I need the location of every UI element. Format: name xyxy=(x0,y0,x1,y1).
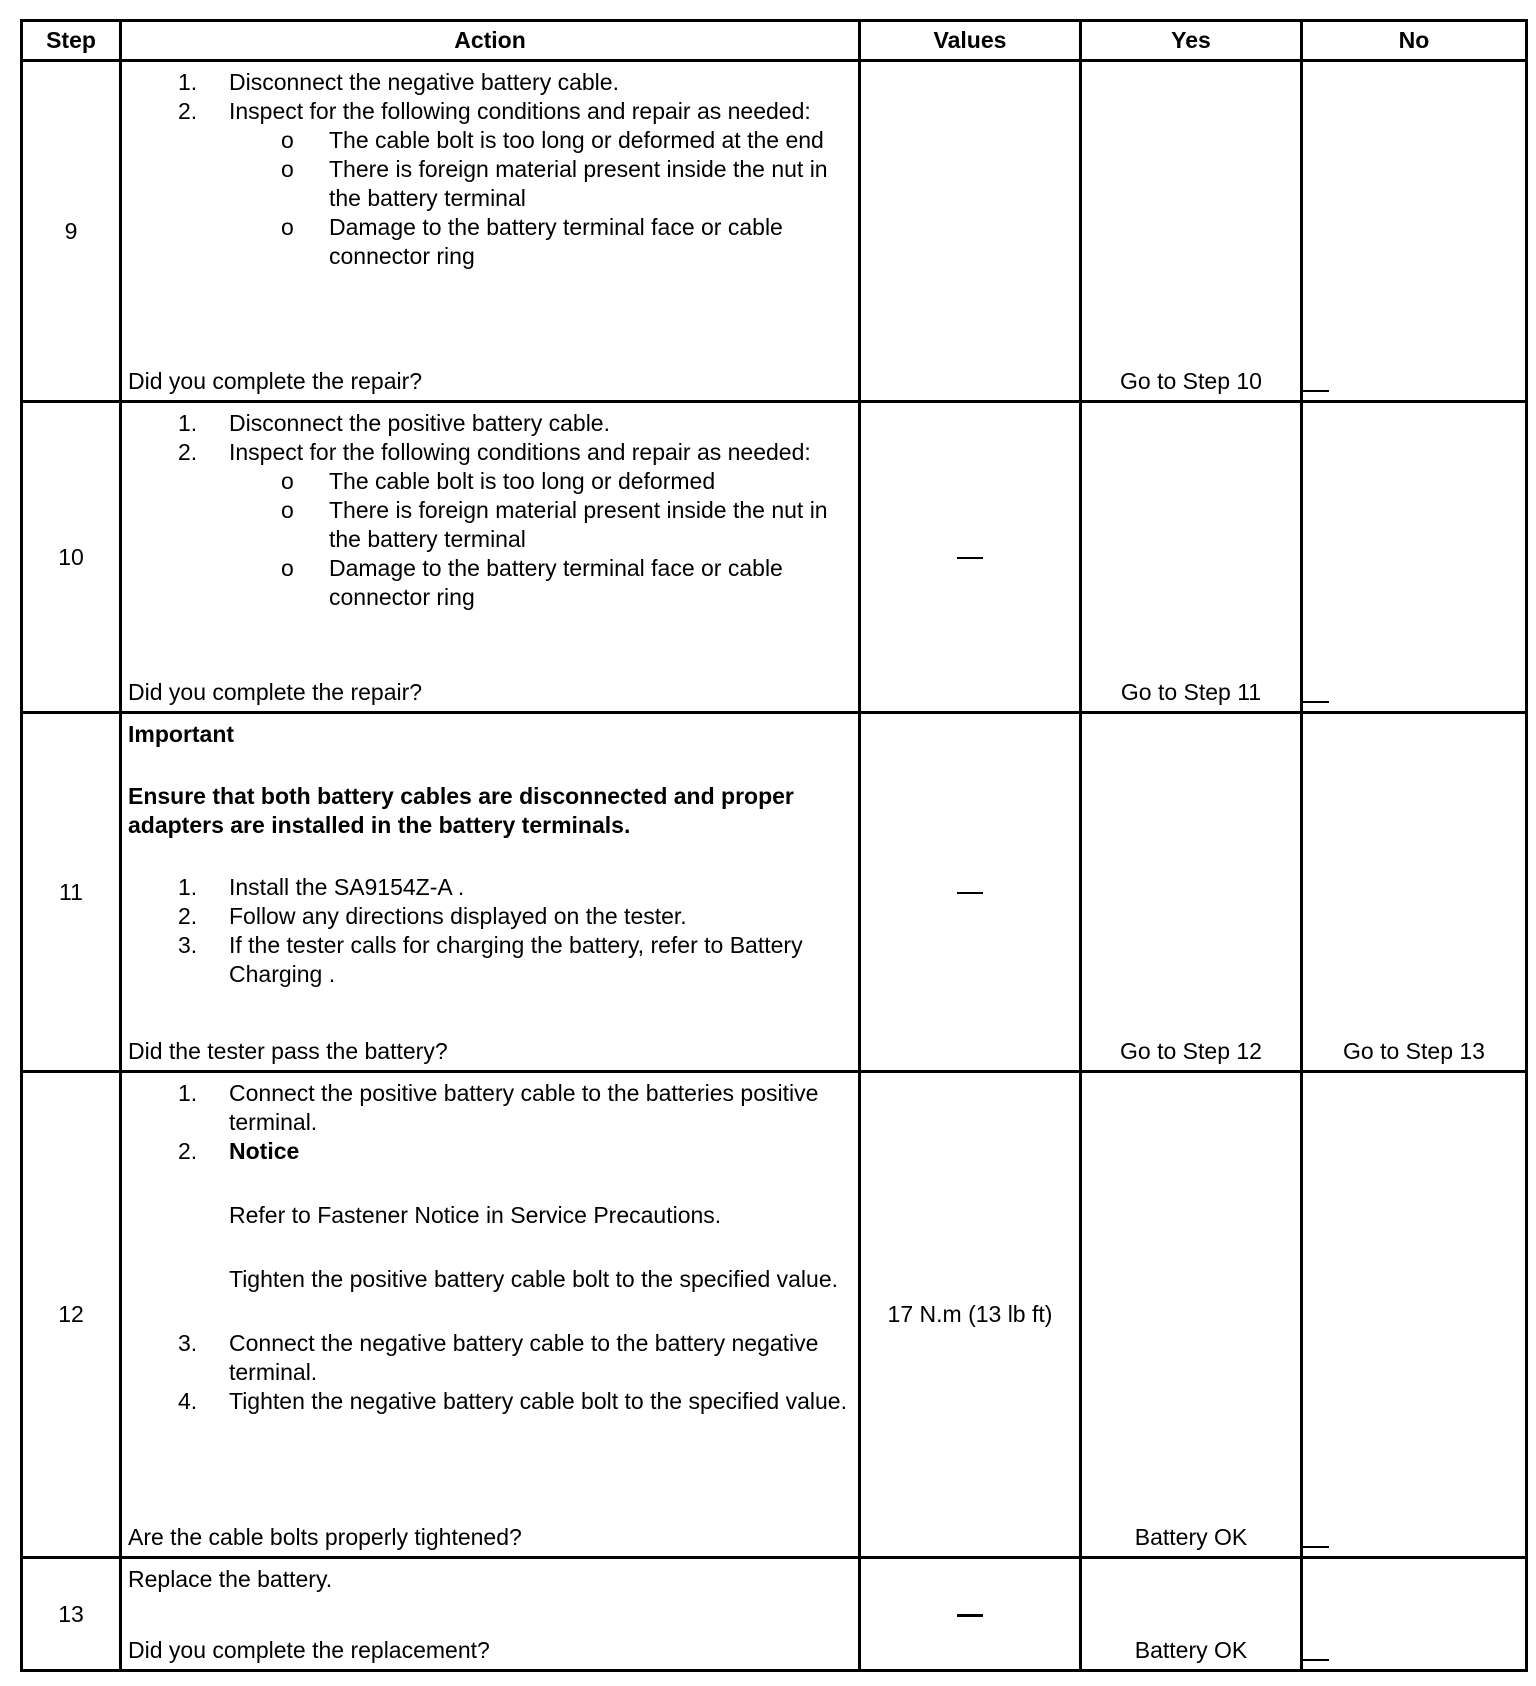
header-yes: Yes xyxy=(1081,21,1302,61)
list-item: 2. Inspect for the following conditions and repair as needed: o The cable bolt is too long or deformed at the end o There is foreign material present inside the nut in the battery terminal o Damage to the battery terminal face or cable connector ring xyxy=(128,97,852,271)
step-number: 12 xyxy=(22,1072,121,1558)
table-row-step-9 xyxy=(22,61,1527,402)
question: Did you complete the replacement? xyxy=(128,1637,490,1663)
step-number: 11 xyxy=(22,713,121,1072)
header-row xyxy=(22,21,1527,61)
bullet-icon: o xyxy=(281,214,294,240)
sub-list-item: o The cable bolt is too long or deformed xyxy=(281,468,716,494)
action-cell xyxy=(121,61,860,402)
list-item: 2. Inspect for the following conditions and repair as needed: o The cable bolt is too long or deformed o There is foreign material present inside the nut in the battery terminal o Damage to the battery terminal face or cable connector ring xyxy=(128,438,852,612)
list-item: 2. Follow any directions displayed on the tester. xyxy=(178,903,687,929)
action-text: Replace the battery. xyxy=(128,1566,333,1592)
dash-mark xyxy=(1303,390,1329,396)
header-step: Step xyxy=(22,21,121,61)
yes-cell: Battery OK xyxy=(1081,1072,1302,1558)
bullet-icon: o xyxy=(281,497,294,523)
values-cell xyxy=(860,713,1081,1072)
list-item: 3. Connect the negative battery cable to the battery negative terminal. xyxy=(178,1330,819,1385)
yes-cell: Go to Step 11 xyxy=(1081,402,1302,713)
sub-list-item: o There is foreign material present inside the nut in the battery terminal xyxy=(281,497,828,552)
list-item: 1. Install the SA9154Z-A . xyxy=(178,874,465,900)
action-cell xyxy=(121,1072,860,1558)
values-cell xyxy=(860,402,1081,713)
notice-text: Refer to Fastener Notice in Service Precautions. xyxy=(229,1202,722,1228)
values-cell: 17 N.m (13 lb ft) xyxy=(860,1072,1081,1558)
question: Did you complete the repair? xyxy=(128,679,423,705)
sub-list-item: o Damage to the battery terminal face or cable connector ring xyxy=(281,555,783,610)
values-cell xyxy=(860,1558,1081,1671)
dash-mark xyxy=(1303,701,1329,707)
list-item: 1. Disconnect the negative battery cable. xyxy=(178,69,619,95)
list-item: 4. Tighten the negative battery cable bolt to the specified value. xyxy=(178,1388,847,1414)
action-cell xyxy=(121,713,860,1072)
no-cell xyxy=(1302,402,1527,713)
header-action: Action xyxy=(121,21,860,61)
values-cell xyxy=(860,61,1081,402)
list-item: 2. Notice Refer to Fastener Notice in Service Precautions. Tighten the positive battery cable bolt to the specified value. xyxy=(128,1137,852,1329)
action-cell xyxy=(121,402,860,713)
yes-cell: Go to Step 10 xyxy=(1081,61,1302,402)
yes-cell: Battery OK xyxy=(1081,1558,1302,1671)
sub-list-item: o The cable bolt is too long or deformed at the end xyxy=(281,127,824,153)
bullet-icon: o xyxy=(281,555,294,581)
sub-list-item: o Damage to the battery terminal face or cable connector ring xyxy=(281,214,783,269)
question: Did you complete the repair? xyxy=(128,368,423,394)
no-cell xyxy=(1302,1558,1527,1671)
bullet-icon: o xyxy=(281,156,294,182)
list-item: 3. If the tester calls for charging the battery, refer to Battery Charging . xyxy=(178,932,803,987)
no-cell xyxy=(1302,61,1527,402)
step-number: 10 xyxy=(22,402,121,713)
bullet-icon: o xyxy=(281,468,294,494)
header-no: No xyxy=(1302,21,1527,61)
no-cell xyxy=(1302,1072,1527,1558)
header-values: Values xyxy=(860,21,1081,61)
dash-mark xyxy=(1303,1546,1329,1552)
table-row-step-11 xyxy=(22,713,1527,1072)
table-row-step-13 xyxy=(22,1558,1527,1671)
no-cell: Go to Step 13 xyxy=(1302,713,1527,1072)
table-row-step-10 xyxy=(22,402,1527,713)
question: Did the tester pass the battery? xyxy=(128,1038,448,1064)
important-title: Important xyxy=(128,721,235,747)
dash-mark xyxy=(957,1614,983,1617)
sub-list-item: o There is foreign material present inside the nut in the battery terminal xyxy=(281,156,828,211)
table-row-step-12 xyxy=(22,1072,1527,1558)
list-item: 1. Disconnect the positive battery cable. xyxy=(178,410,610,436)
question: Are the cable bolts properly tightened? xyxy=(128,1524,522,1550)
notice-title: Notice xyxy=(229,1138,300,1164)
list-item: 1. Connect the positive battery cable to the batteries positive terminal. xyxy=(178,1080,819,1135)
diagnostic-table xyxy=(20,19,1528,1672)
tighten-text: Tighten the positive battery cable bolt to the specified value. xyxy=(229,1266,839,1292)
step-number: 9 xyxy=(22,61,121,402)
step-number: 13 xyxy=(22,1558,121,1671)
action-cell xyxy=(121,1558,860,1671)
dash-mark xyxy=(957,892,983,894)
important-text: Ensure that both battery cables are disconnected and proper adapters are installed in the battery terminals. xyxy=(128,783,794,838)
yes-cell: Go to Step 12 xyxy=(1081,713,1302,1072)
bullet-icon: o xyxy=(281,127,294,153)
dash-mark xyxy=(957,557,983,559)
dash-mark xyxy=(1303,1659,1329,1665)
